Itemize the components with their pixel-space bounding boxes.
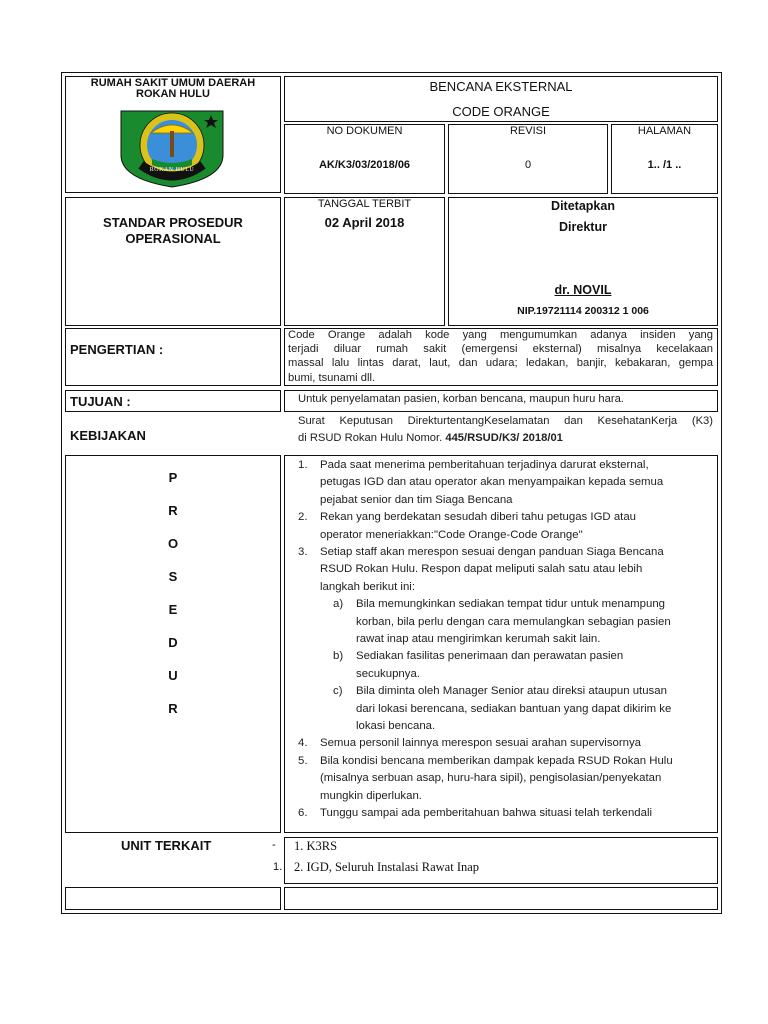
prosedur-item-number: 1.: [298, 459, 308, 471]
document-title: BENCANA EKSTERNAL: [429, 79, 573, 94]
footer-left-cell: [65, 887, 281, 910]
prosedur-item-text: korban, bila perlu dengan cara memulangkan sebagian pasien: [356, 615, 671, 628]
prosedur-item-number: a): [333, 598, 344, 611]
revisi-label: REVISI: [509, 125, 547, 137]
prosedur-letter: R: [168, 701, 178, 716]
prosedur-item-text: Rekan yang berdekatan sesudah diberi tahu petugas IGD atau: [320, 511, 636, 524]
tanggal-value: 02 April 2018: [324, 215, 405, 230]
prosedur-letter: P: [168, 470, 178, 485]
pengertian-label: PENGERTIAN :: [70, 342, 164, 357]
prosedur-letter: U: [168, 668, 178, 683]
unit-terkait-item: 2. IGD, Seluruh Instalasi Rawat Inap: [294, 860, 480, 874]
revisi-value: 0: [524, 159, 532, 171]
prosedur-item-text: rawat inap atau mengirimkan kerumah sakit lain.: [356, 633, 601, 645]
prosedur-item-text: pejabat senior dan tim Siaga Bencana: [320, 493, 513, 506]
kebijakan-label: KEBIJAKAN: [70, 428, 146, 443]
sop-label-line1: STANDAR PROSEDUR: [103, 215, 243, 230]
prosedur-item-number: b): [333, 650, 344, 663]
prosedur-item-number: 6.: [298, 807, 308, 819]
prosedur-item-text: dari lokasi berencana, sediakan bantuan yang dapat dikirim ke: [356, 702, 672, 715]
prosedur-item-text: Tunggu sampai ada pemberitahuan bahwa situasi telah terkendali: [320, 807, 653, 819]
direktur-label: Direktur: [559, 220, 607, 234]
unit-terkait-label: UNIT TERKAIT: [121, 838, 212, 853]
no-dokumen-label: NO DOKUMEN: [326, 125, 403, 137]
prosedur-item-text: secukupnya.: [356, 667, 420, 680]
prosedur-item-text: Semua personil lainnya merespon sesuai arahan supervisornya: [320, 737, 642, 750]
tujuan-label: TUJUAN :: [70, 394, 131, 409]
prosedur-letter: E: [168, 602, 178, 617]
prosedur-item-text: RSUD Rokan Hulu. Respon dapat meliputi salah satu atau lebih: [320, 563, 643, 576]
hospital-logo: [117, 103, 227, 188]
pengertian-text: Code Orange adalah kode yang mengumumkan adanya insiden yang terjadi diluar rumah sakit (emergensi eksternal) misalnya kecelakaan massal lalu lintas darat, laut, dan udara; ledakan, banjir, kebakaran, gempa bumi, tsunami dll.: [288, 329, 713, 384]
prosedur-item-text: operator meneriakkan:"Code Orange-Code Orange": [320, 528, 583, 541]
tujuan-text: Untuk penyelamatan pasien, korban bencana, maupun huru hara.: [298, 393, 624, 405]
director-name: dr. NOVIL: [554, 283, 612, 297]
kebijakan-text: Surat Keputusan DirekturtentangKeselamatan dan KesehatanKerja (K3) di RSUD Rokan Hulu Nomor. 445/RSUD/K3/ 2018/01: [298, 415, 713, 444]
pengertian-label-cell: [65, 328, 281, 386]
prosedur-item-text: Pada saat menerima pemberitahuan terjadinya darurat eksternal,: [320, 459, 649, 471]
hospital-name-line2: ROKAN HULU: [136, 88, 210, 100]
document-code: CODE ORANGE: [452, 104, 550, 119]
prosedur-letter: S: [168, 569, 178, 584]
prosedur-item-number: 5.: [298, 754, 308, 767]
prosedur-item-text: Setiap staff akan merespon sesuai dengan panduan Siaga Bencana: [320, 546, 664, 558]
prosedur-letter: O: [167, 536, 179, 551]
prosedur-item-text: petugas IGD dan atau operator akan menyampaikan kepada semua: [320, 476, 664, 489]
halaman-label: HALAMAN: [637, 125, 692, 137]
prosedur-item-text: mungkin diperlukan.: [320, 789, 422, 802]
footer-right-cell: [284, 887, 718, 910]
halaman-value: 1.. /1 ..: [647, 159, 682, 171]
prosedur-item-number: 2.: [298, 511, 308, 524]
prosedur-item-number: 4.: [298, 737, 308, 750]
prosedur-item-text: lokasi bencana.: [356, 720, 436, 732]
prosedur-item-number: c): [333, 685, 343, 698]
prosedur-item-text: Bila diminta oleh Manager Senior atau direksi ataupun utusan: [356, 685, 667, 698]
prosedur-list: [284, 455, 718, 825]
prosedur-letter: D: [168, 635, 178, 650]
no-dokumen-value: AK/K3/03/2018/06: [318, 159, 411, 171]
hospital-name-line1: RUMAH SAKIT UMUM DAERAH: [90, 77, 256, 89]
prosedur-item-number: 3.: [298, 546, 308, 558]
tanggal-label: TANGGAL TERBIT: [317, 198, 412, 210]
prosedur-item-text: Bila kondisi bencana memberikan dampak kepada RSUD Rokan Hulu: [320, 754, 673, 767]
prosedur-item-text: Sediakan fasilitas penerimaan dan perawatan pasien: [356, 650, 624, 663]
unit-terkait-mark2: 1.: [273, 861, 283, 873]
prosedur-item-text: (misalnya serbuan asap, huru-hara sipil), pengisolasian/penyekatan: [320, 772, 662, 785]
unit-terkait-mark1: -: [272, 839, 276, 851]
prosedur-item-text: Bila memungkinkan sediakan tempat tidur untuk menampung: [356, 598, 665, 611]
ditetapkan-label: Ditetapkan: [551, 199, 615, 213]
unit-terkait-item: 1. K3RS: [294, 839, 338, 853]
prosedur-item-text: langkah berikut ini:: [320, 580, 415, 593]
director-nip: NIP.19721114 200312 1 006: [517, 305, 649, 317]
logo-text: ROKAN HULU: [149, 167, 195, 173]
sop-label-line2: OPERASIONAL: [125, 231, 221, 246]
prosedur-letter: R: [168, 503, 178, 518]
